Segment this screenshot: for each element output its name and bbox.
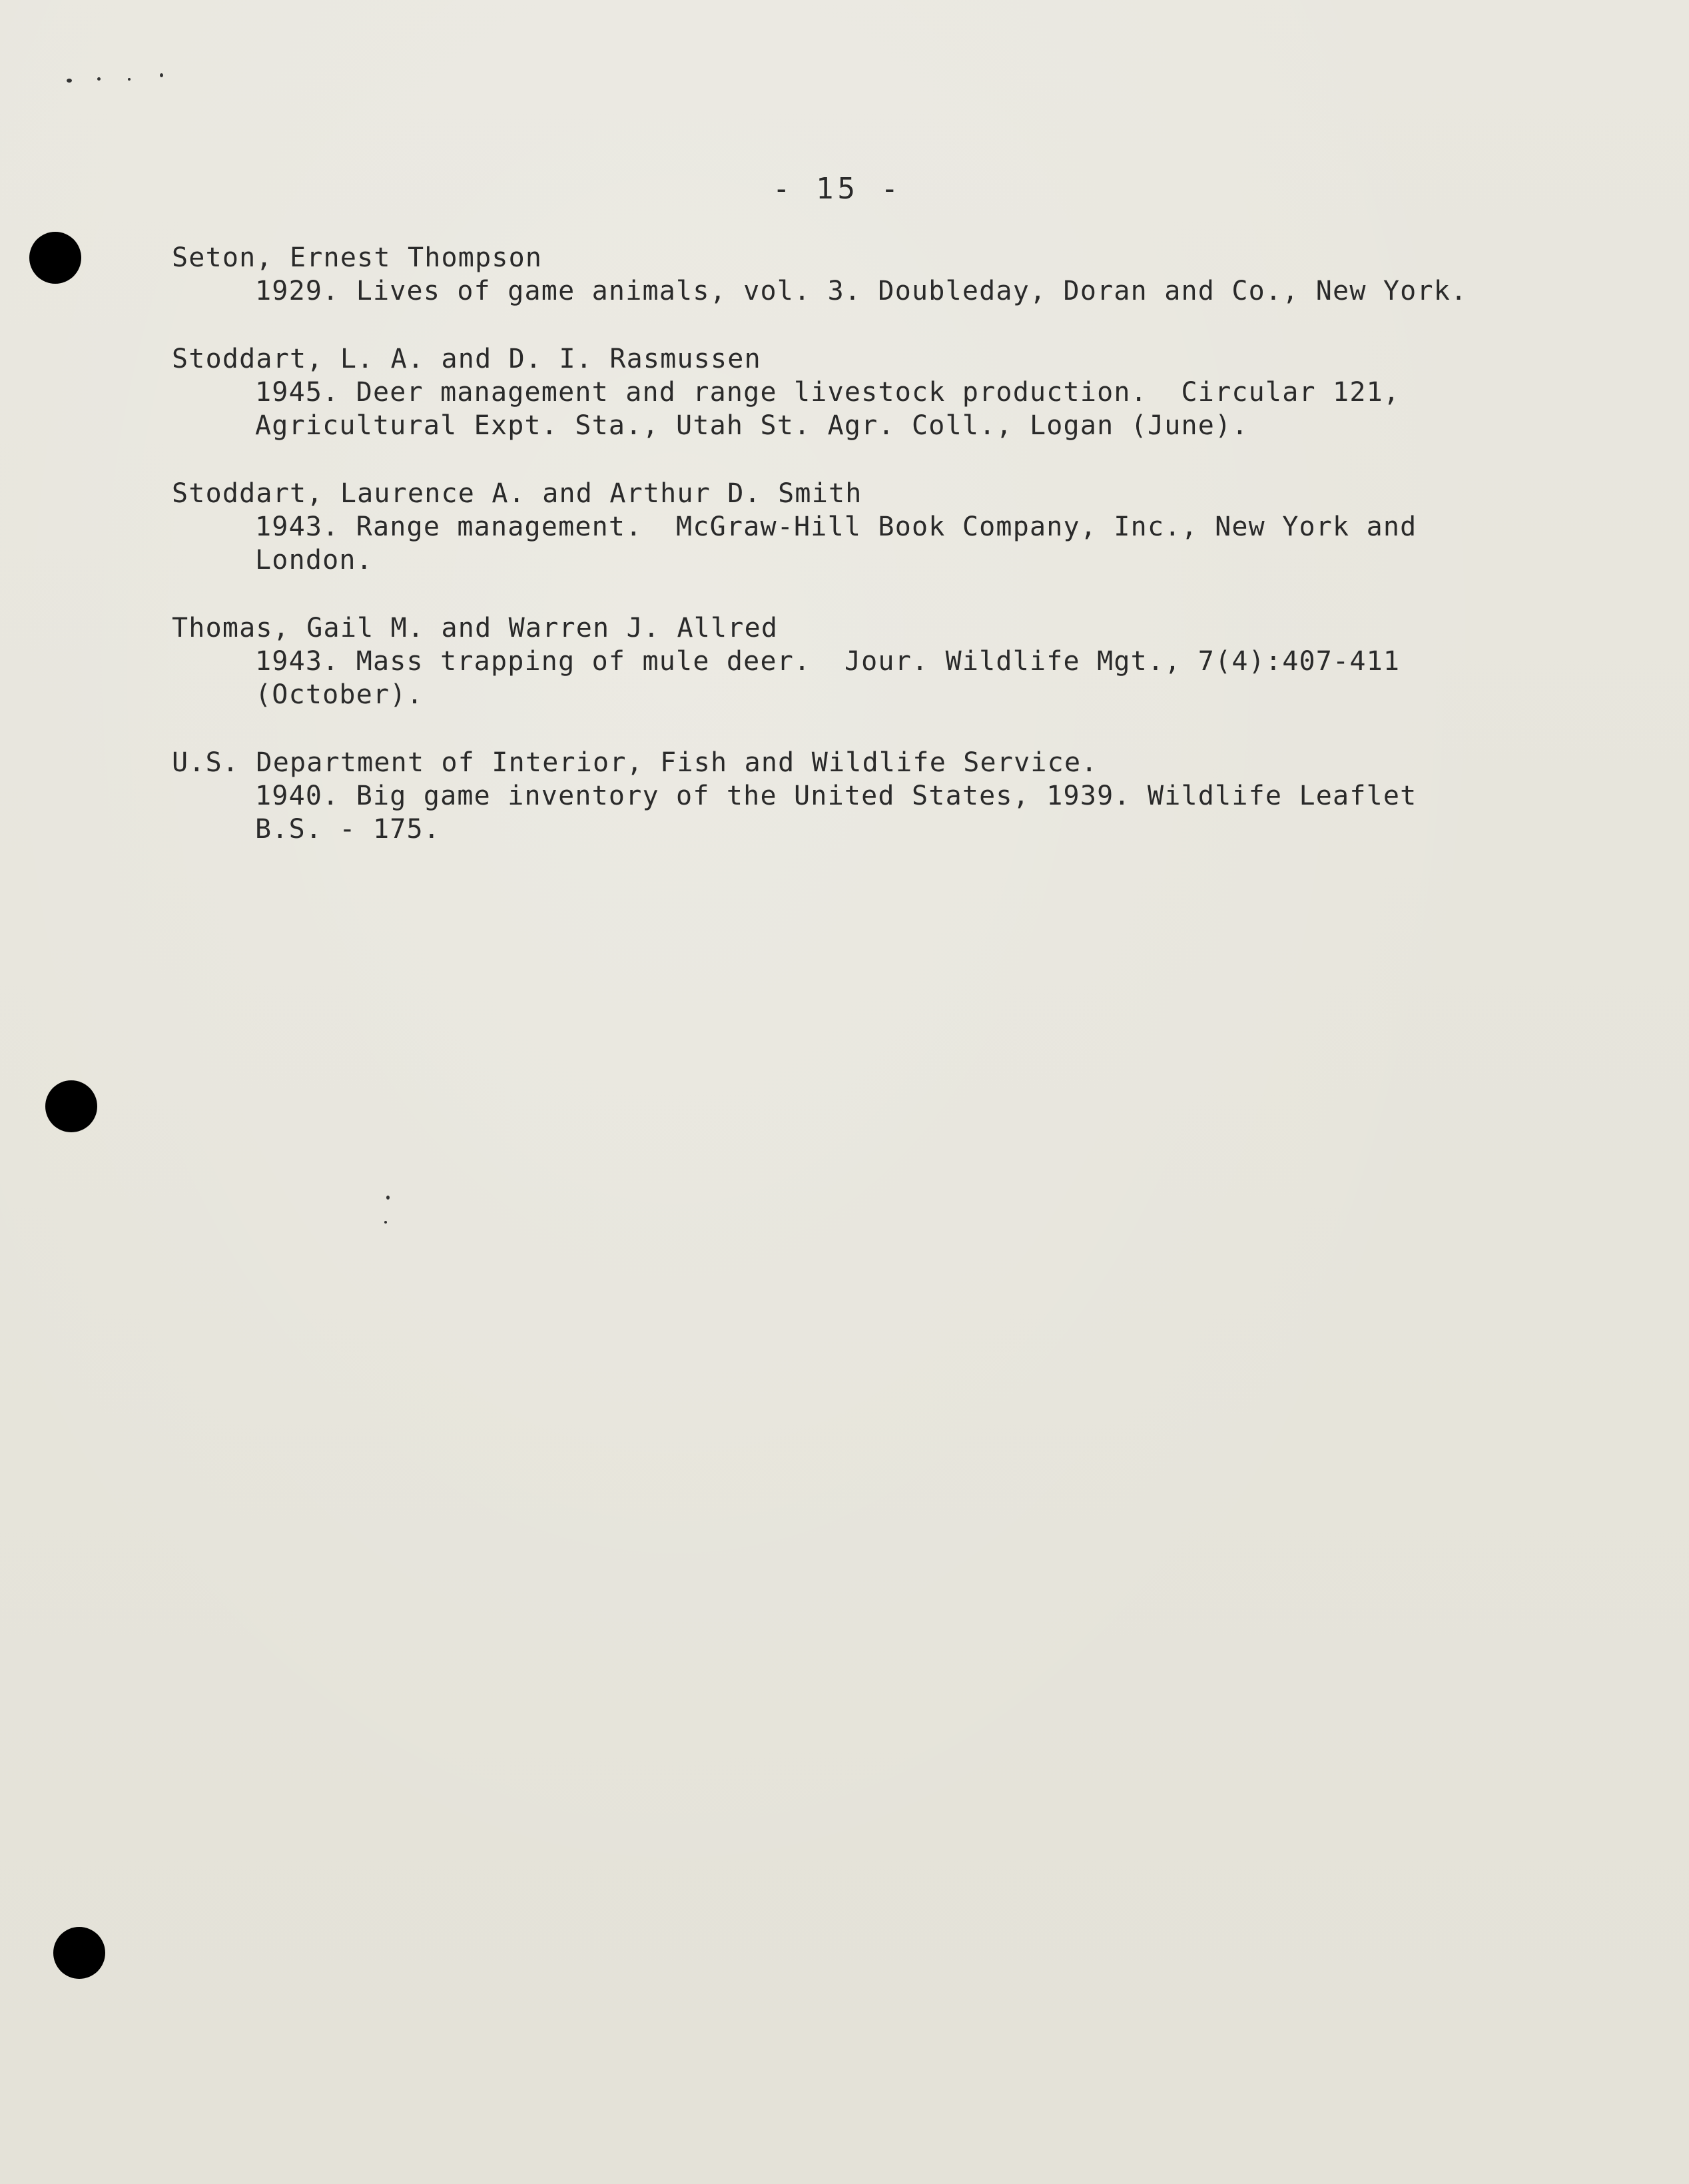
ink-speck — [384, 1221, 387, 1224]
entry-citation-line: 1945. Deer management and range livestock production. Circular 121, — [255, 377, 1401, 408]
bibliography-entry — [172, 611, 1504, 711]
entry-citation-line: 1943. Range management. McGraw-Hill Book Company, Inc., New York and — [255, 512, 1417, 542]
bibliography-entry — [172, 477, 1504, 577]
entry-citation-line: 1943. Mass trapping of mule deer. Jour. Wildlife Mgt., 7(4):407-411 — [255, 646, 1401, 677]
ink-speck — [160, 73, 163, 77]
punch-hole — [53, 1927, 105, 1979]
entry-author: U.S. Department of Interior, Fish and Wildlife Service. — [172, 747, 1098, 778]
entry-citation-line: B.S. - 175. — [255, 814, 441, 845]
page-number: - 15 - — [773, 172, 902, 206]
entry-author: Stoddart, L. A. and D. I. Rasmussen — [172, 344, 761, 374]
entry-author: Seton, Ernest Thompson — [172, 242, 543, 273]
entry-citation-line: Agricultural Expt. Sta., Utah St. Agr. Coll., Logan (June). — [255, 410, 1249, 441]
punch-hole — [45, 1080, 97, 1132]
ink-speck — [128, 78, 131, 81]
ink-speck — [386, 1196, 390, 1200]
bibliography-list — [172, 241, 1504, 881]
bibliography-entry — [172, 746, 1504, 846]
ink-speck — [67, 79, 72, 83]
entry-citation-line: (October). — [255, 679, 424, 710]
entry-citation-line: London. — [255, 545, 373, 575]
entry-citation-line: 1940. Big game inventory of the United States, 1939. Wildlife Leaflet — [255, 781, 1417, 811]
ink-speck — [97, 77, 101, 81]
punch-hole — [29, 232, 81, 284]
bibliography-entry — [172, 241, 1504, 308]
bibliography-entry — [172, 342, 1504, 442]
entry-author: Stoddart, Laurence A. and Arthur D. Smith — [172, 478, 862, 509]
entry-citation-line: 1929. Lives of game animals, vol. 3. Doubleday, Doran and Co., New York. — [255, 276, 1468, 306]
entry-author: Thomas, Gail M. and Warren J. Allred — [172, 613, 779, 643]
